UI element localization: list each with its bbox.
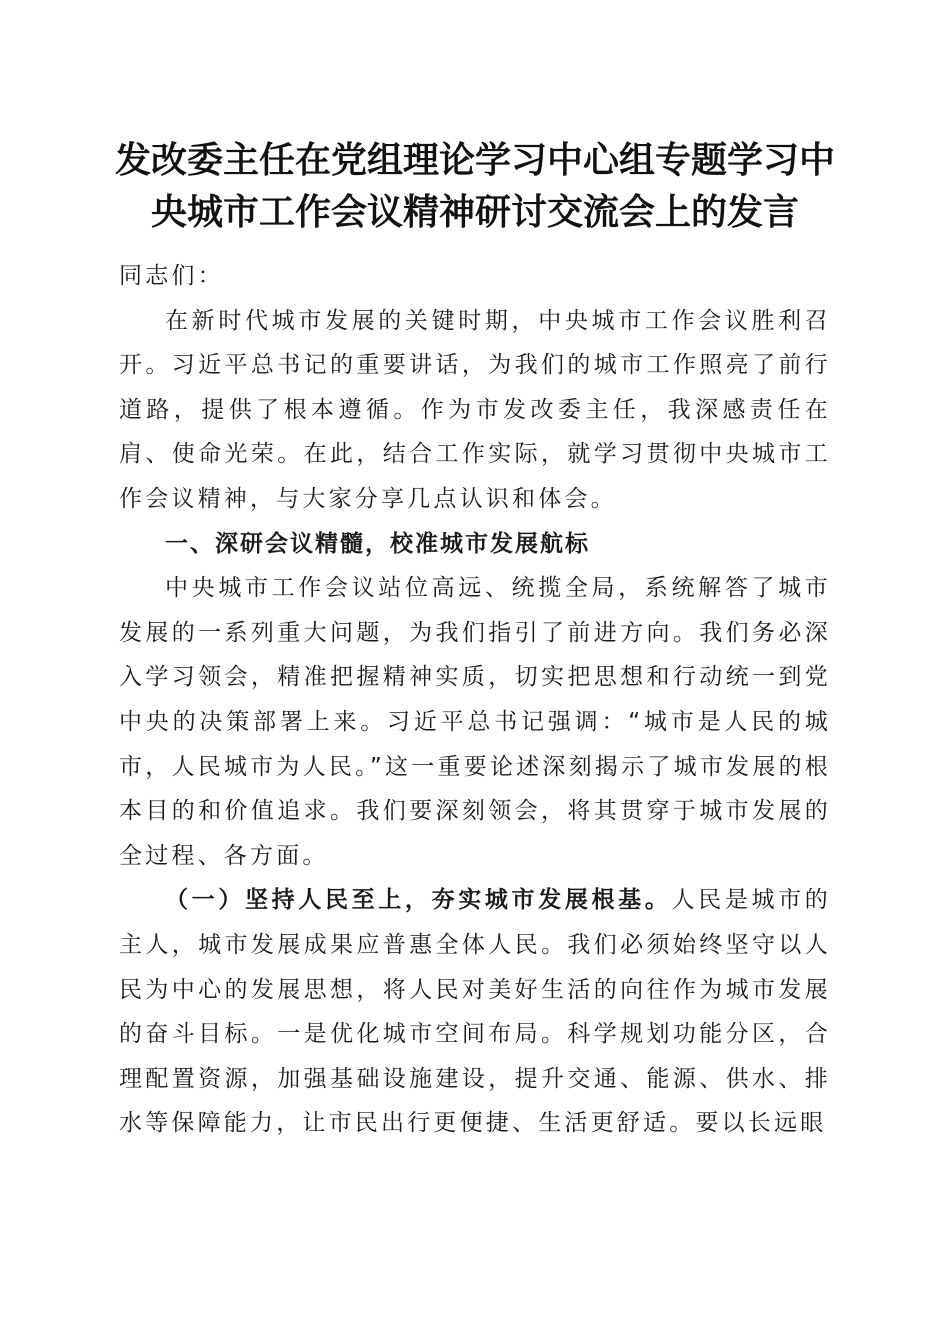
subsection-1-text: 人民是城市的主人，城市发展成果应普惠全体人民。我们必须始终坚守以人民为中心的发展思想，将人民对美好生活的向往作为城市发展的奋斗目标。一是优化城市空间布局。科学规划功能分区，合理配置资源，加强基础设施建设，提升交通、能源、供水、排水等保障能力，让市民出行更便捷、生活更舒适。要以长远眼 <box>119 887 831 1137</box>
section-1-paragraph: 中央城市工作会议站位高远、统揽全局，系统解答了城市发展的一系列重大问题，为我们指引了前进方向。我们务必深入学习领会，精准把握精神实质，切实把思想和行动统一到党中央的决策部署上来。习近平总书记强调：“城市是人民的城市，人民城市为人民。”这一重要论述深刻揭示了城市发展的根本目的和价值追求。我们要深刻领会，将其贯穿于城市发展的全过程、各方面。 <box>119 575 831 869</box>
subsection-1-lead: （一）坚持人民至上，夯实城市发展根基。 <box>165 887 672 914</box>
salutation: 同志们： <box>119 263 224 289</box>
title-line-2: 央城市工作会议精神研讨交流会上的发言 <box>150 191 799 233</box>
intro-paragraph: 在新时代城市发展的关键时期，中央城市工作会议胜利召开。习近平总书记的重要讲话，为我们的城市工作照亮了前行道路，提供了根本遵循。作为市发改委主任，我深感责任在肩、使命光荣。在此，结合工作实际，就学习贯彻中央城市工作会议精神，与大家分享几点认识和体会。 <box>119 307 831 512</box>
document-body <box>119 254 831 1146</box>
document-title <box>100 134 850 238</box>
section-1-heading: 一、深研会议精髓，校准城市发展航标 <box>165 530 590 557</box>
subsection-1-paragraph <box>119 878 831 1146</box>
title-line-1: 发改委主任在党组理论学习中心组专题学习中 <box>114 139 835 181</box>
